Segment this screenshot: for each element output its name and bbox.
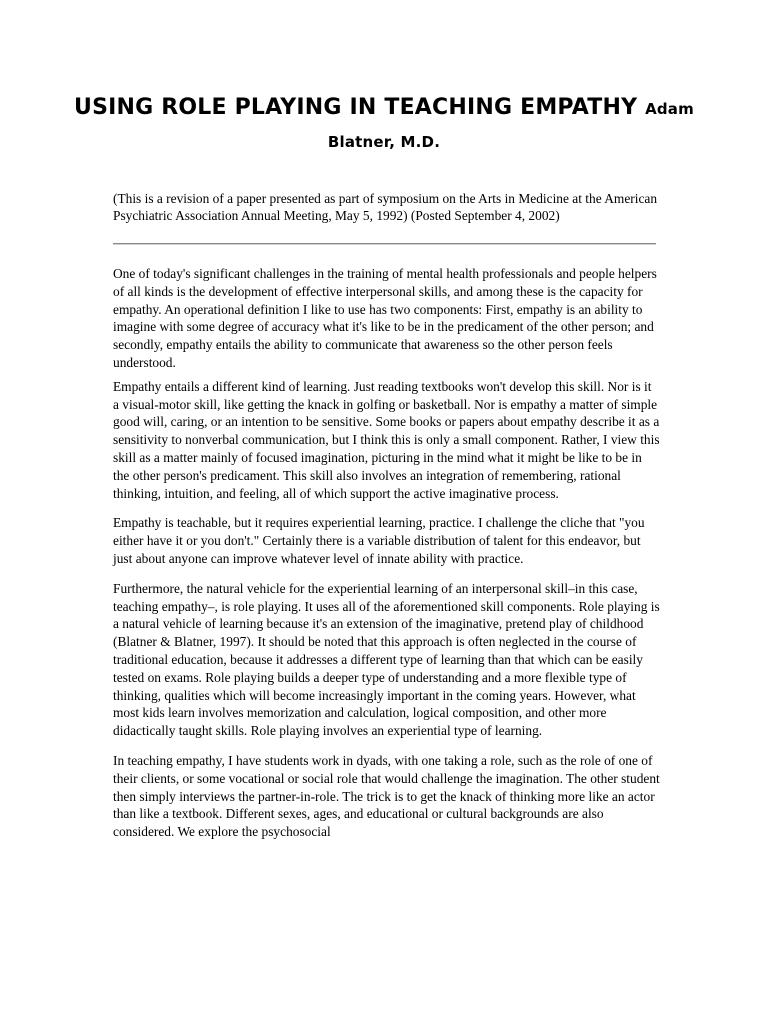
horizontal-divider	[113, 243, 656, 245]
document-title: USING ROLE PLAYING IN TEACHING EMPATHY	[74, 95, 638, 120]
page-title	[60, 92, 708, 158]
title-block	[60, 92, 708, 158]
paragraph-2: Empathy entails a different kind of learning. Just reading textbooks won't develop this skill. Nor is it a visual-motor skill, like getting the knack in golfing or basketball. Nor is empathy a matter of simple good will, caring, or an intention to be sensitive. Some books or papers about empathy describe it as a sensitivity to nonverbal communication, but I think this is only a small component. Rather, I view this skill as a matter mainly of focused imagination, picturing in the mind what it might be like to be in the other person's predicament. This skill also involves an integration of remembering, rational thinking, intuition, and feeling, all of which support the active imaginative process.	[113, 378, 660, 501]
paragraph-5: In teaching empathy, I have students work in dyads, with one taking a role, such as the role of one of their clients, or some vocational or social role that would challenge the imagination. The other student then simply interviews the partner-in-role. The trick is to get the knack of thinking more like an actor than like a textbook. Different sexes, ages, and educational or cultural backgrounds are also considered. We explore the psychosocial	[113, 752, 660, 840]
author-name: Adam Blatner, M.D.	[327, 100, 694, 151]
body-text	[113, 265, 660, 847]
paragraph-3: Empathy is teachable, but it requires experiential learning, practice. I challenge the cliche that "you either have it or you don't." Certainly there is a variable distribution of talent for this endeavor, but just about anyone can improve whatever level of innate ability with practice.	[113, 515, 645, 566]
paragraph-1: One of today's significant challenges in the training of mental health professionals and people helpers of all kinds is the development of effective interpersonal skills, and among these is the capacity for empathy. An operational definition I like to use has two components: First, empathy is an ability to imagine with some degree of accuracy what it's like to be in the predicament of the other person; and secondly, empathy entails the ability to communicate that awareness so the other person feels understood.	[113, 266, 657, 370]
intro-note: (This is a revision of a paper presented as part of symposium on the Arts in Medicine at the American Psychiatric Association Annual Meeting, May 5, 1992) (Posted September 4, 2002)	[113, 191, 658, 223]
paragraph-4: Furthermore, the natural vehicle for the experiential learning of an interpersonal skill–in this case, teaching empathy–, is role playing. It uses all of the aforementioned skill components. Role playing is a natural vehicle of learning because it's an extension of the imaginative, pretend play of childhood (Blatner & Blatner, 1997). It should be noted that this approach is often neglected in the course of traditional education, because it addresses a different type of learning than that which can be easily tested on exams. Role playing builds a deeper type of understanding and a more flexible type of thinking, qualities which will become increasingly important in the coming years. However, what most kids learn involves memorization and calculation, logical composition, and other more didactically taught skills. Role playing involves an experiential type of learning.	[113, 580, 660, 739]
